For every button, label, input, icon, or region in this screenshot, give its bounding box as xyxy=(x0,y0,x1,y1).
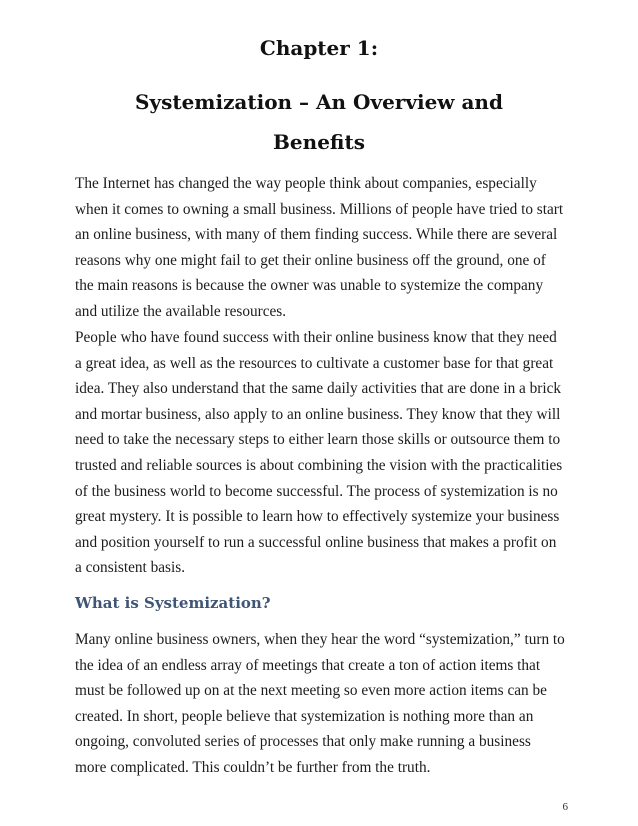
page-number: 6 xyxy=(562,801,568,813)
chapter-number: Chapter 1: xyxy=(259,36,379,60)
body-paragraph-3: Many online business owners, when they hear the word “systemization,” turn to the idea of an endless array of meetings that create a ton of action items that must be followed up on at the next meeting so even more action items can be created. In short, people believe that systemization is nothing more than an ongoing, convoluted series of processes that only make running a business more complicated. This couldn’t be further from the truth. xyxy=(75,631,565,776)
body-paragraph-2: People who have found success with their online business know that they need a great idea, as well as the resources to cultivate a customer base for that great idea. They also understand that the same daily activities that are done in a brick and mortar business, also apply to an online business. They know that they will need to take the necessary steps to either learn those skills or outsource them to trusted and reliable sources is about combining the vision with the practicalities of the business world to become successful. The process of systemization is no great mystery. It is possible to learn how to effectively systemize your business and position yourself to run a successful online business that makes a profit on a consistent basis. xyxy=(75,329,563,577)
chapter-title: Systemization – An Overview and Benefits xyxy=(135,90,503,154)
body-paragraph-1: The Internet has changed the way people think about companies, especially when it comes to owning a small business. Millions of people have tried to start an online business, with many of them finding success. While there are several reasons why one might fail to get their online business off the ground, one of the main reasons is because the owner was unable to systemize the company and utilize the available resources. xyxy=(75,175,564,320)
section-heading: What is Systemization? xyxy=(75,594,271,612)
